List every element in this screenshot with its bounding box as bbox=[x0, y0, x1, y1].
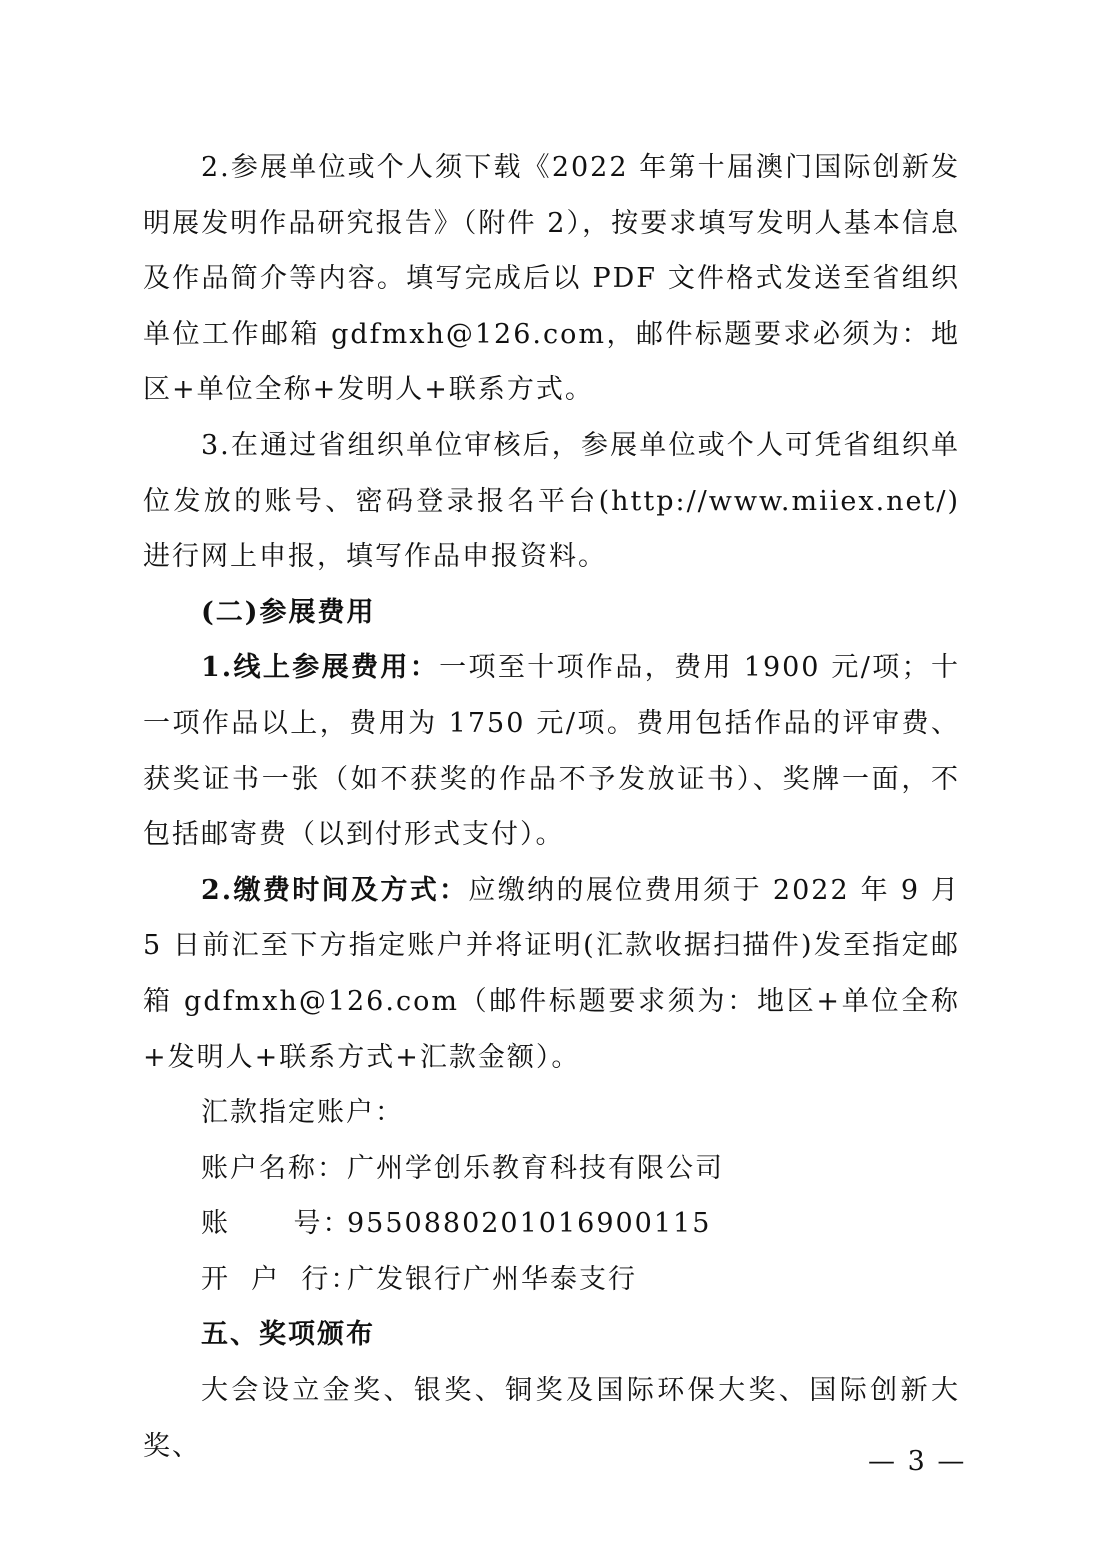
account-title: 汇款指定账户： bbox=[201, 1097, 404, 1129]
bank-line bbox=[143, 1252, 960, 1308]
account-number-label: 账 号： bbox=[201, 1208, 352, 1240]
payment-method-body: 应缴纳的展位费用须于 2022 年 9 月 5 日前汇至下方指定账户并将证明(汇款收据扫描件)发至指定邮箱 gdfmxh@126.com（邮件标题要求须为：地区+单位全称+发明人+联系方式+汇款金额）。 bbox=[143, 874, 960, 1073]
account-number-value: 9550880201016900115 bbox=[347, 1208, 712, 1240]
paragraph-report-submission: 2.参展单位或个人须下载《2022 年第十届澳门国际创新发明展发明作品研究报告》（附件 2），按要求填写发明人基本信息及作品简介等内容。填写完成后以 PDF 文件格式发送至省组织单位工作邮箱 gdfmxh@126.com，邮件标题要求必须为：地区+单位全称+发明人+联系方式。 bbox=[143, 152, 960, 406]
page-number: — 3 — bbox=[868, 1446, 967, 1477]
document-body bbox=[143, 140, 960, 1474]
account-name-value: 广州学创乐教育科技有限公司 bbox=[347, 1152, 724, 1184]
bank-label: 开 户 行： bbox=[201, 1263, 360, 1295]
online-fee-lead: 1.线上参展费用： bbox=[201, 652, 440, 684]
section-heading-fees: (二)参展费用 bbox=[201, 596, 376, 628]
paragraph-online-fee bbox=[143, 640, 960, 862]
paragraph-awards: 大会设立金奖、银奖、铜奖及国际环保大奖、国际创新大奖、 bbox=[143, 1375, 960, 1462]
section-heading-awards: 五、奖项颁布 bbox=[201, 1319, 375, 1351]
account-name-label: 账户名称： bbox=[201, 1152, 346, 1184]
account-number-line bbox=[143, 1196, 960, 1252]
bank-value: 广发银行广州华泰支行 bbox=[347, 1263, 637, 1295]
paragraph-payment-method bbox=[143, 863, 960, 1085]
account-name-line bbox=[143, 1141, 960, 1197]
online-fee-body: 一项至十项作品，费用 1900 元/项；十一项作品以上，费用为 1750 元/项。费用包括作品的评审费、获奖证书一张（如不获奖的作品不予发放证书）、奖牌一面，不包括邮寄费（以到付形式支付）。 bbox=[143, 652, 961, 851]
payment-method-lead: 2.缴费时间及方式： bbox=[201, 874, 469, 906]
paragraph-online-registration: 3.在通过省组织单位审核后，参展单位或个人可凭省组织单位发放的账号、密码登录报名平台(http://www.miiex.net/)进行网上申报，填写作品申报资料。 bbox=[143, 429, 960, 573]
